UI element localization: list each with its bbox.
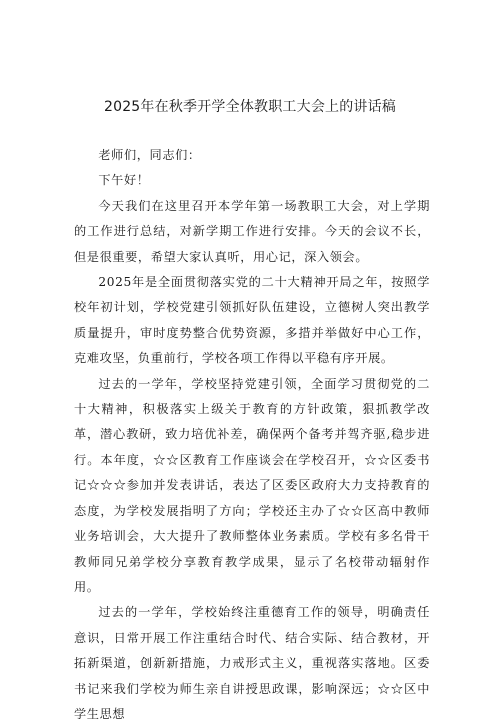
paragraph-1: 今天我们在这里召开本学年第一场教职工大会，对上学期的工作进行总结，对新学期工作进行安排。今天的会议不长，但是很重要，希望大家认真听，用心记，深入领会。 (74, 198, 430, 264)
paragraph-2: 2025年是全面贯彻落实党的二十大精神开局之年，按照学校年初计划，学校党建引领抓好队伍建设，立德树人突出教学质量提升，审时度势整合优势资源，多措并举做好中心工作，克难攻坚，负重前行，学校各项工作得以平稳有序开展。 (74, 275, 430, 366)
paragraph-4: 过去的一学年，学校始终注重德育工作的领导，明确责任意识，日常开展工作注重结合时代、结合实际、结合教材，开拓新渠道，创新新措施，力戒形式主义，重视落实落地。区委书记来我们学校为师生亲自讲授思政课，影响深远；☆☆区中学生思想 (74, 605, 430, 721)
greeting: 下午好！ (98, 173, 150, 188)
document-title: 2025年在秋季开学全体教职工大会上的讲话稿 (103, 99, 397, 115)
salutation: 老师们，同志们： (98, 148, 201, 162)
paragraph-3: 过去的一学年，学校坚持党建引领，全面学习贯彻党的二十大精神，积极落实上级关于教育的方针政策，狠抓教学改革，潜心教研，致力培优补差，确保两个备考并驾齐驱,稳步进行。本年度，☆☆区教育工作座谈会在学校召开，☆☆区委书记☆☆☆参加并发表讲话，表达了区委区政府大力支持教育的态度，为学校发展指明了方向；学校还主办了☆☆区高中教师业务培训会，大大提升了教师整体业务素质。学校有多名骨干教师同兄弟学校分享教育教学成果，显示了名校带动辐射作用。 (74, 376, 430, 594)
document-body (74, 143, 430, 727)
